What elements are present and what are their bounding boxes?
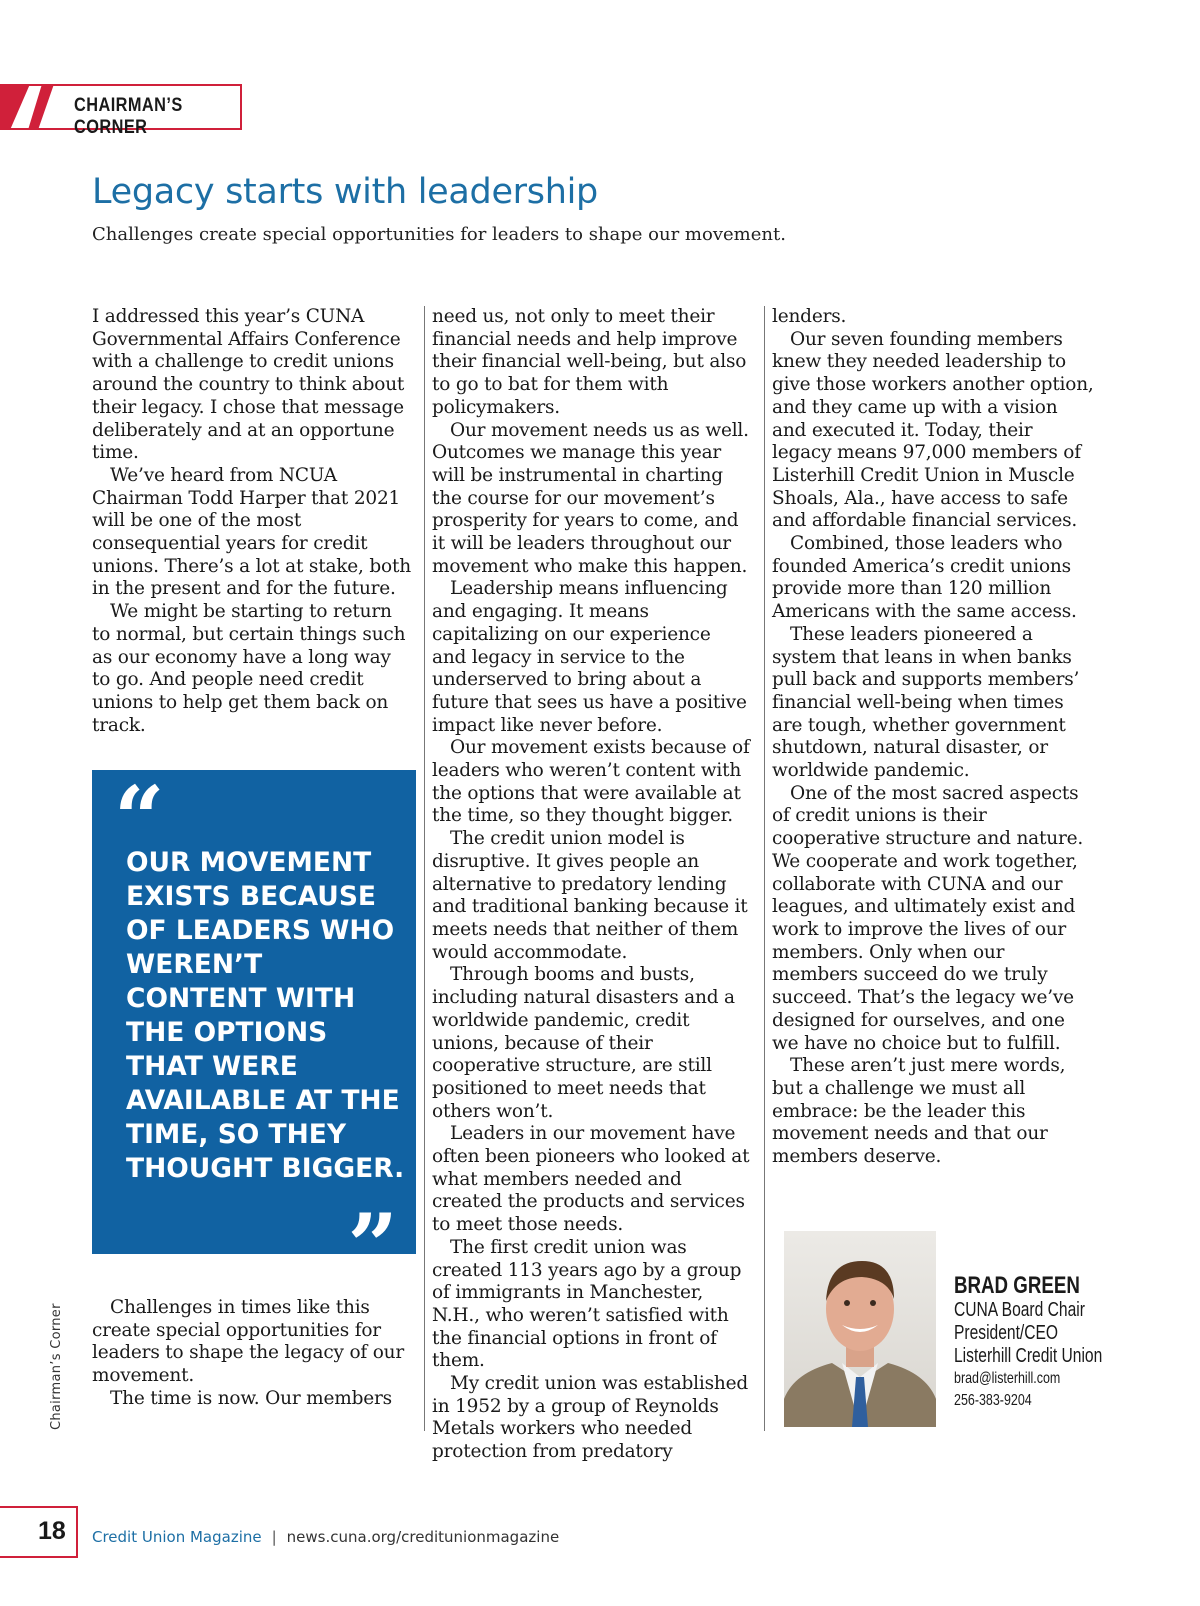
- author-phone: 256-383-9204: [954, 1392, 1032, 1409]
- paragraph: The time is now. Our members: [110, 1387, 392, 1409]
- paragraph: Combined, those leaders who founded America’s credit unions provide more than 120 million Americans with the same access.: [772, 533, 1077, 623]
- pull-quote: [92, 770, 416, 1254]
- article-column-3: [772, 306, 1094, 1169]
- paragraph: The first credit union was created 113 years ago by a group of immigrants in Manchester, N.H., who weren’t satisfied with the financial options in front of them.: [432, 1236, 742, 1372]
- paragraph: My credit union was established in 1952 by a group of Reynolds Metals workers who needed protection from predatory: [432, 1373, 749, 1463]
- paragraph: One of the most sacred aspects of credit unions is their cooperative structure and nature. We cooperate and work together, collaborate with CUNA and our leagues, and ultimately exist and work to improve the lives of our members. Only when our members succeed do we truly succeed. That’s the legacy we’ve designed for ourselves, and one we have no choice but to fulfill.: [772, 782, 1084, 1054]
- red-stripe-graphic-2: [28, 84, 58, 130]
- paragraph: lenders.: [772, 306, 847, 327]
- article-headline: Legacy starts with leadership: [92, 172, 598, 212]
- article-column-2: [432, 306, 750, 1464]
- paragraph: I addressed this year’s CUNA Governmental Affairs Conference with a challenge to credit unions around the country to think about their legacy. I chose that message deliberately and at an opportune time.: [92, 306, 405, 464]
- author-title: President/CEO: [954, 1322, 1059, 1344]
- paragraph: These aren’t just mere words, but a challenge we must all embrace: be the leader this movement needs and that our members deserve.: [772, 1055, 1066, 1168]
- section-tag: [0, 84, 242, 138]
- close-quote-mark: ”: [347, 1194, 398, 1254]
- author-name: BRAD GREEN: [954, 1272, 1080, 1299]
- author-photo: [784, 1231, 936, 1427]
- page-number-box: [0, 1506, 78, 1558]
- column-rule: [764, 306, 765, 1431]
- paragraph: Our movement needs us as well. Outcomes we manage this year will be instrumental in charting the course for our movement’s prosperity for years to come, and it will be leaders throughout our movement who make this happen.: [432, 419, 749, 577]
- author-email: brad@listerhill.com: [954, 1370, 1061, 1387]
- author-bio: [954, 1272, 1134, 1412]
- author-organization: Listerhill Credit Union: [954, 1345, 1103, 1367]
- article-column-1-continued: [92, 1297, 414, 1411]
- vertical-section-label: Chairman’s Corner: [49, 1303, 64, 1430]
- paragraph: The credit union model is disruptive. It gives people an alternative to predatory lending and traditional banking because it meets needs that neither of them would accommodate.: [432, 828, 748, 963]
- section-label: CHAIRMAN’S CORNER: [74, 95, 183, 138]
- paragraph: Our seven founding members knew they needed leadership to give those workers another option, and they came up with a vision and executed it. Today, their legacy means 97,000 members of Listerhill Credit Union in Muscle Shoals, Ala., have access to safe and affordable financial services.: [772, 328, 1094, 532]
- paragraph: Our movement exists because of leaders who weren’t content with the options that were available at the time, so they thought bigger.: [432, 737, 750, 827]
- paragraph: Through booms and busts, including natural disasters and a worldwide pandemic, credit unions, because of their cooperative structure, are still positioned to meet needs that others won’t.: [432, 964, 735, 1122]
- column-rule: [424, 306, 425, 1431]
- magazine-url: news.cuna.org/creditunionmagazine: [286, 1528, 560, 1546]
- paragraph: We’ve heard from NCUA Chairman Todd Harper that 2021 will be one of the most consequential years for credit unions. There’s a lot at stake, both in the present and for the future.: [92, 464, 411, 600]
- magazine-name: Credit Union Magazine: [92, 1528, 262, 1546]
- footer: [92, 1528, 559, 1546]
- article-deck: Challenges create special opportunities for leaders to shape our movement.: [92, 224, 786, 245]
- paragraph: Leaders in our movement have often been pioneers who looked at what members needed and created the products and services to meet those needs.: [432, 1123, 750, 1236]
- paragraph: These leaders pioneered a system that leans in when banks pull back and supports members’ financial well-being when times are tough, whether government shutdown, natural disaster, or worldwide pandemic.: [772, 623, 1080, 782]
- page-number: 18: [38, 1517, 66, 1545]
- paragraph: Leadership means influencing and engaging. It means capitalizing on our experience and legacy in service to the underserved to bring about a future that sees us have a positive impact like never before.: [432, 578, 747, 736]
- author-title: CUNA Board Chair: [954, 1299, 1085, 1321]
- paragraph: need us, not only to meet their financial needs and help improve their financial well-being, but also to go to bat for them with policymakers.: [432, 306, 747, 418]
- article-column-1: [92, 306, 414, 737]
- open-quote-mark: “: [114, 770, 165, 870]
- paragraph: Challenges in times like this create special opportunities for leaders to shape the legacy of our movement.: [92, 1297, 405, 1387]
- pull-quote-text: OUR MOVEMENT EXISTS BECAUSE OF LEADERS WHO WEREN’T CONTENT WITH THE OPTIONS THAT WERE AVAILABLE AT THE TIME, SO THEY THOUGHT BIGGER.: [126, 847, 405, 1184]
- paragraph: We might be starting to return to normal, but certain things such as our economy have a long way to go. And people need credit unions to help get them back on track.: [92, 601, 406, 736]
- footer-separator: |: [271, 1528, 277, 1546]
